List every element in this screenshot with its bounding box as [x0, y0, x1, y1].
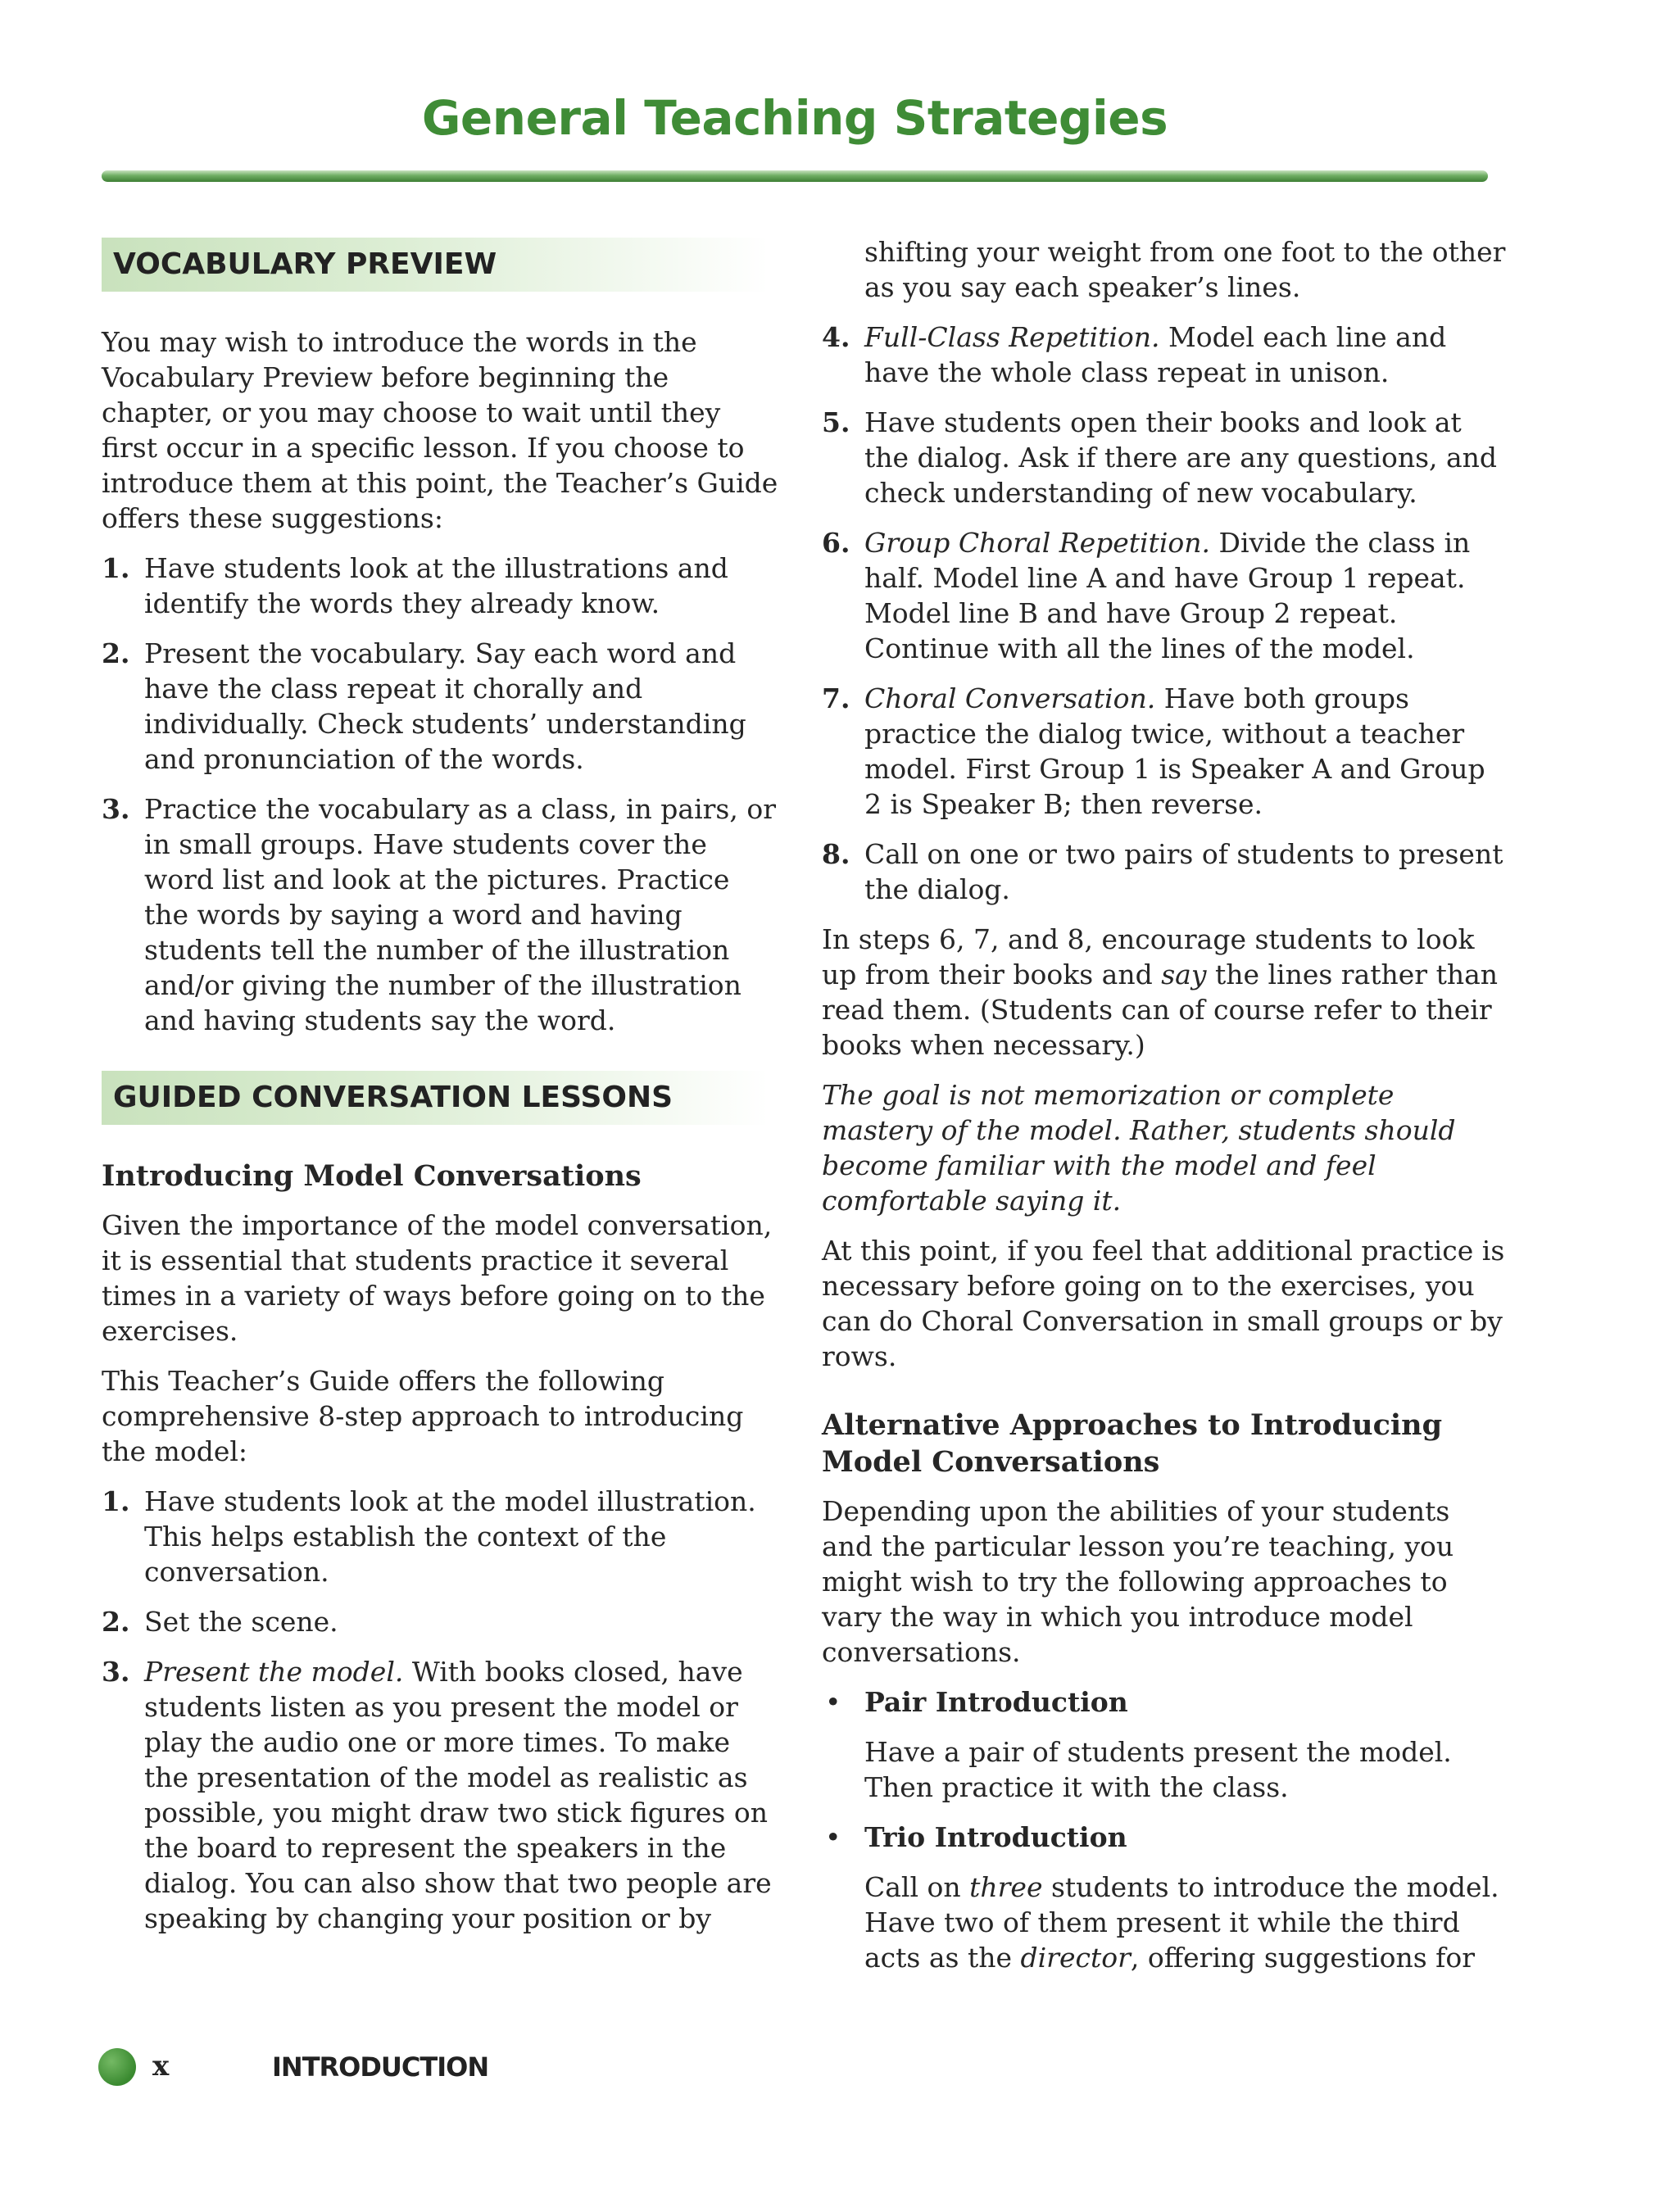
vocabulary-preview-heading: VOCABULARY PREVIEW — [102, 238, 769, 292]
footer-section-label: INTRODUCTION — [272, 2051, 489, 2083]
step-emphasis: Present the model. — [144, 1656, 404, 1688]
approach-item — [822, 1684, 1506, 1805]
step-text: Call on one or two pairs of students to present the dialog. — [864, 838, 1503, 905]
guided-paragraph-3 — [822, 922, 1506, 1063]
step-text: Model each line and have the whole class repeat in unison. — [864, 321, 1447, 388]
goal-note: The goal is not memorization or complete mastery of the model. Rather, students should become familiar with the model and feel comfortable saying it. — [822, 1079, 1456, 1217]
model-step-continued — [822, 234, 1506, 305]
alternative-approaches-subheading: Alternative Approaches to Introducing Model Conversations — [822, 1408, 1443, 1479]
page-number: x — [152, 2050, 170, 2083]
introducing-model-subheading: Introducing Model Conversations — [102, 1159, 642, 1193]
bullet-icon: • — [825, 1686, 841, 1718]
text-emphasis: director — [1020, 1942, 1131, 1974]
step-text: shifting your weight from one foot to the other as you say each speaker’s lines. — [864, 236, 1506, 303]
step-text: With books closed, have students listen as you present the model or play the audio one or more times. To make the presentation of the model as realistic as possible, you might draw two stick figures on the board to represent the speakers in the dialog. You can also show that two people are speaking by changing your position or by — [144, 1656, 772, 1934]
step-number: 1. — [102, 1485, 130, 1517]
text-emphasis: three — [969, 1871, 1043, 1903]
guided-paragraph-2: This Teacher’s Guide offers the following comprehensive 8-step approach to introducing the model: — [102, 1365, 744, 1467]
step-text: Have students open their books and look at the dialog. Ask if there are any questions, and check understanding of new vocabulary. — [864, 406, 1498, 509]
step-text: Practice the vocabulary as a class, in pairs, or in small groups. Have students cover the word list and look at the pictures. Practice the words by saying a word and having students tell the number of the illustration and/or giving the number of the illustration and having students say the word. — [144, 793, 776, 1036]
guided-paragraph-1: Given the importance of the model conversation, it is essential that students practice it several times in a variety of ways before going on to the exercises. — [102, 1209, 773, 1347]
step-emphasis: Group Choral Repetition. — [864, 527, 1211, 559]
step-number: 6. — [822, 527, 850, 559]
approach-text — [864, 1870, 1506, 1975]
text-emphasis: say — [1161, 959, 1207, 990]
guided-paragraph-5: At this point, if you feel that additional practice is necessary before going on to the exercises, you can do Choral Conversation in small groups or by rows. — [822, 1235, 1505, 1372]
left-column — [102, 238, 782, 1951]
vocab-steps — [102, 551, 782, 1038]
step-number: 2. — [102, 1606, 130, 1638]
step-number: 5. — [822, 406, 850, 438]
model-step — [822, 681, 1506, 822]
model-steps-part1 — [102, 1484, 782, 1936]
model-step — [102, 1604, 782, 1639]
text-run: In steps 6, 7, and 8, encourage students to look up from their books and — [822, 923, 1475, 990]
page-title: General Teaching Strategies — [421, 90, 1168, 146]
approach-item — [822, 1820, 1506, 1975]
right-column — [822, 234, 1506, 1990]
text-run: , offering suggestions for — [1130, 1942, 1475, 1974]
vocab-step — [102, 636, 782, 777]
step-number: 3. — [102, 1656, 130, 1688]
model-step — [822, 405, 1506, 510]
footer-circle-icon — [98, 2048, 136, 2086]
step-emphasis: Full-Class Repetition. — [864, 321, 1160, 353]
step-text: Have students look at the model illustration. This helps establish the context of the conversation. — [144, 1485, 756, 1588]
text-run: Call on — [864, 1871, 970, 1903]
step-number: 7. — [822, 682, 850, 714]
step-text: Present the vocabulary. Say each word and have the class repeat it chorally and individually. Check students’ understanding and pronunciation of the words. — [144, 637, 746, 775]
step-number: 2. — [102, 637, 130, 669]
step-text: Set the scene. — [144, 1606, 338, 1638]
step-text: Have both groups practice the dialog twice, without a teacher model. First Group 1 is Speaker A and Group 2 is Speaker B; then reverse. — [864, 682, 1485, 820]
approach-list — [822, 1684, 1506, 1975]
step-number: 8. — [822, 838, 850, 870]
approach-title: Trio Introduction — [864, 1821, 1127, 1853]
approach-text: Have a pair of students present the model. Then practice it with the class. — [864, 1736, 1452, 1803]
bullet-icon: • — [825, 1821, 841, 1853]
model-step — [102, 1654, 782, 1936]
vocab-step — [102, 551, 782, 621]
guided-conversation-heading: GUIDED CONVERSATION LESSONS — [102, 1071, 769, 1125]
title-rule — [102, 170, 1488, 182]
model-step — [822, 836, 1506, 907]
step-number: 4. — [822, 321, 850, 353]
alt-intro: Depending upon the abilities of your students and the particular lesson you’re teaching, you might wish to try the following approaches to vary the way in which you introduce model conversations. — [822, 1495, 1454, 1668]
approach-title: Pair Introduction — [864, 1686, 1128, 1718]
step-text: Divide the class in half. Model line A and have Group 1 repeat. Model line B and have Group 2 repeat. Continue with all the lines of the model. — [864, 527, 1471, 664]
step-number: 1. — [102, 552, 130, 584]
model-step — [102, 1484, 782, 1589]
text-run: students to introduce the model. Have two of them present it while the third acts as the — [864, 1871, 1499, 1974]
step-number: 3. — [102, 793, 130, 825]
vocab-intro: You may wish to introduce the words in the Vocabulary Preview before beginning the chapter, or you may choose to wait until they first occur in a specific lesson. If you choose to introduce them at this point, the Teacher’s Guide offers these suggestions: — [102, 326, 778, 534]
model-step — [822, 320, 1506, 390]
vocab-step — [102, 791, 782, 1038]
step-emphasis: Choral Conversation. — [864, 682, 1156, 714]
text-run: the lines rather than read them. (Students can of course refer to their books when necessary.) — [822, 959, 1499, 1061]
model-steps-part2 — [822, 234, 1506, 907]
step-text: Have students look at the illustrations and identify the words they already know. — [144, 552, 728, 619]
model-step — [822, 525, 1506, 666]
